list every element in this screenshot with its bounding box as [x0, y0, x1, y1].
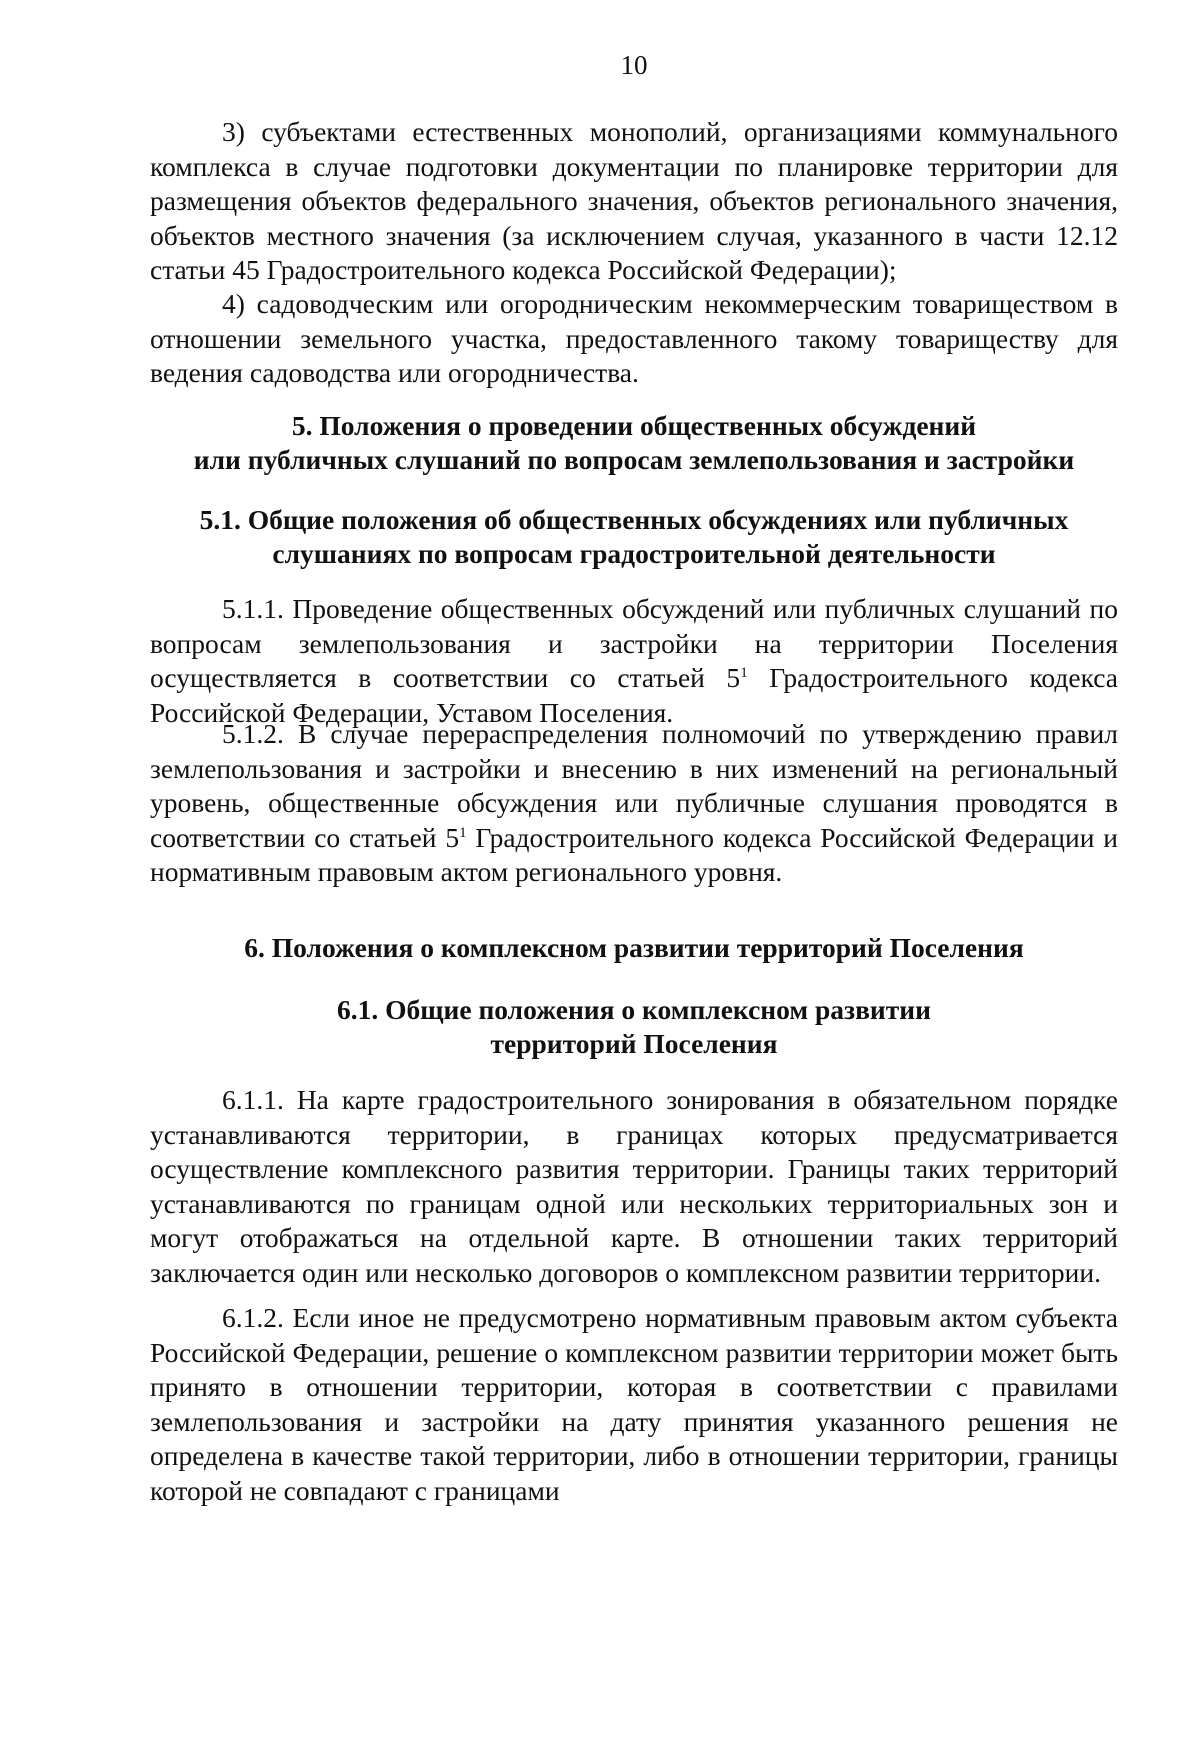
superscript: 1 [740, 665, 748, 682]
paragraph-6-1-2: 6.1.2. Если иное не предусмотрено нормативным правовым актом субъекта Российской Федерации, решение о комплексном развитии территории может быть принято в отношении территории, которая в соответствии с правилами землепользования и застройки на дату принятия указанного решения не определена в качестве такой территории, либо в отношении территории, границы которой не совпадают с границами [150, 1302, 1118, 1506]
paragraph-5-1-2 [150, 717, 1118, 890]
paragraph-5-1-1-text-end: Градостроительного кодекса Российской Федерации, Уставом Поселения. [150, 662, 1118, 728]
section-5-heading-line-1: 5. Положения о проведении общественных обсуждений [291, 410, 977, 441]
paragraph-5-1-2-text: 5.1.2. В случае перераспределения полномочий по утверждению правил землепользования и застройки и внесению в них изменений на региональный уровень, общественные обсуждения или публичные слушания проводятся в соответствии со статьей 5 [150, 718, 1118, 853]
page-number: 10 [620, 50, 648, 80]
paragraph-5-1-2-text-end: Градостроительного кодекса Российской Федерации и нормативным правовым актом регионального уровня. [150, 821, 1118, 888]
section-6-heading-line: 6. Положения о комплексном развитии территорий Поселения [244, 932, 1024, 963]
section-5-1-heading-line-2: слушаниях по вопросам градостроительной деятельности [272, 538, 996, 569]
section-5-1-heading-line-1: 5.1. Общие положения об общественных обсуждениях или публичных [199, 504, 1069, 535]
document-page [150, 0, 1118, 1753]
section-6-1-heading-line-2: территорий Поселения [490, 1028, 778, 1059]
list-item-3: 3) субъектами естественных монополий, организациями коммунального комплекса в случае подготовки документации по планировке территории для размещения объектов федерального значения, объектов регионального значения, объектов местного значения (за исключением случая, указанного в части 12.12 статьи 45 Градостроительного кодекса Российской Федерации); [150, 116, 1118, 286]
paragraph-6-1-1: 6.1.1. На карте градостроительного зонирования в обязательном порядке устанавливаются территории, в границах которых предусматривается осуществление комплексного развития территории. Границы таких территорий устанавливаются по границам одной или нескольких территориальных зон и могут отображаться на отдельной карте. В отношении таких территорий заключается один или несколько договоров о комплексном развитии территории. [150, 1084, 1118, 1288]
list-item-4: 4) садоводческим или огородническим некоммерческим товариществом в отношении земельного участка, предоставленного такому товариществу для ведения садоводства или огородничества. [150, 288, 1118, 389]
section-6-1-heading [150, 993, 1118, 1061]
section-6-1-heading-line-1: 6.1. Общие положения о комплексном развитии [337, 994, 931, 1025]
paragraph-5-1-1-text: 5.1.1. Проведение общественных обсуждений или публичных слушаний по вопросам землепользования и застройки на территории Поселения осуществляется в соответствии со статьей 5 [150, 593, 1118, 694]
section-5-1-heading [150, 503, 1118, 571]
superscript: 1 [459, 824, 467, 841]
section-6-heading [150, 931, 1118, 965]
section-5-heading-line-2: или публичных слушаний по вопросам землепользования и застройки [193, 444, 1075, 475]
section-5-heading [150, 409, 1118, 477]
paragraph-5-1-1 [150, 592, 1118, 730]
